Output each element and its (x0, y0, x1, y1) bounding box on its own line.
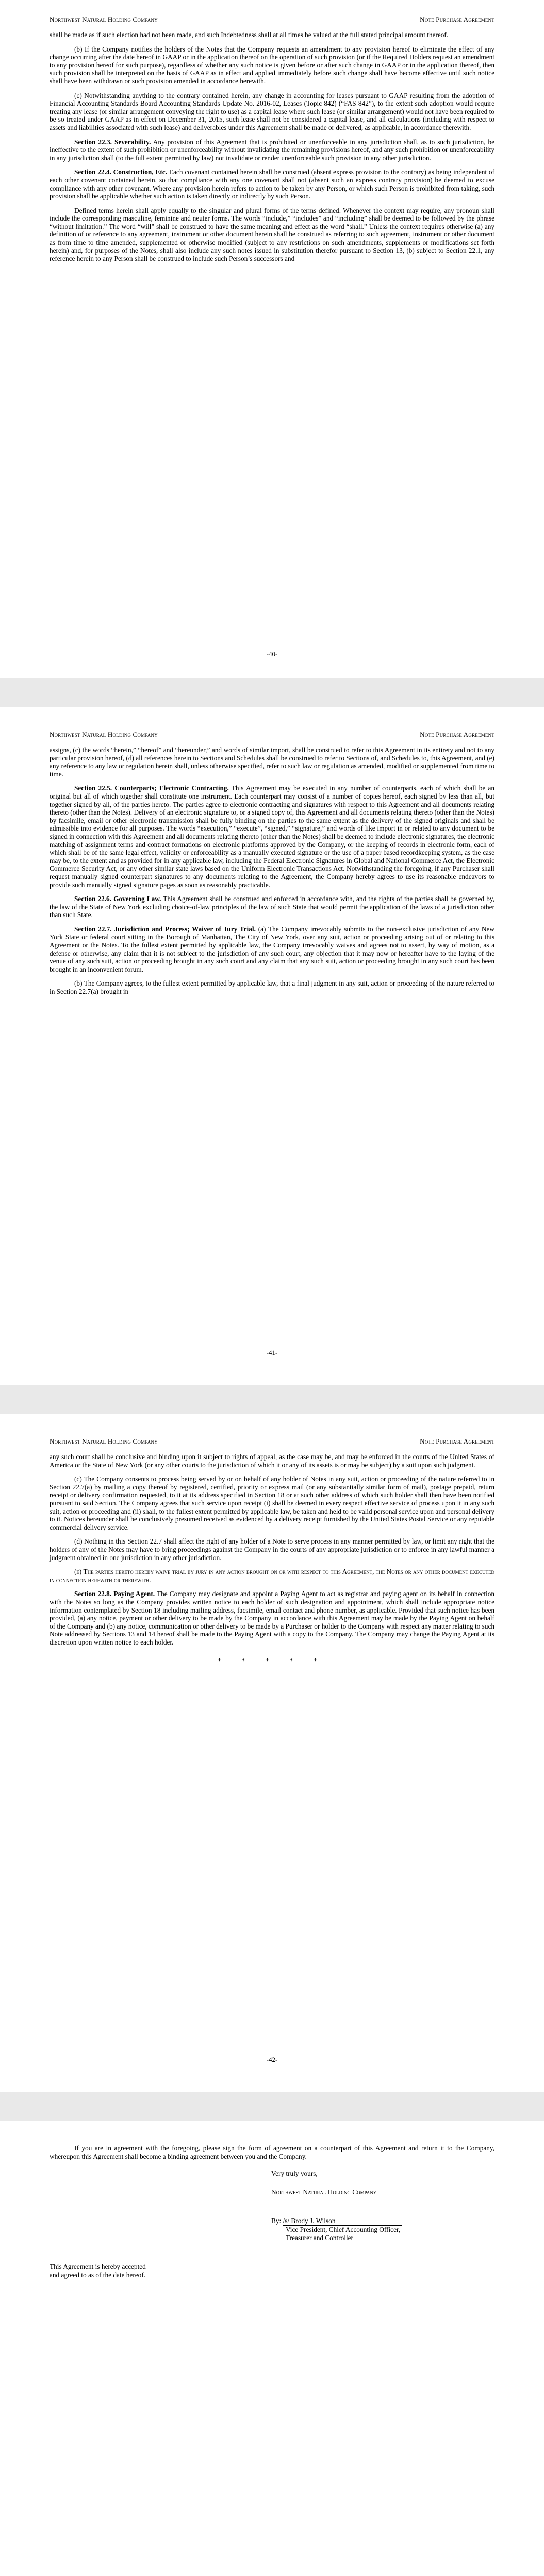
closing: Very truly yours, (271, 2170, 318, 2178)
header-left: Northwest Natural Holding Company (50, 15, 158, 23)
acceptance-text: This Agreement is hereby accepted and agreed to as of the date hereof. (50, 2263, 146, 2279)
header-right: Note Purchase Agreement (420, 15, 494, 23)
paragraph: If you are in agreement with the foregoing, please sign the form of agreement on a counterpart of this Agreement and return it to the Company, whereupon this Agreement shall become a binding agreement between you and the Company. (50, 2144, 494, 2160)
header-right: Note Purchase Agreement (420, 1437, 494, 1445)
paragraph-b: (b) The Company agrees, to the fullest extent permitted by applicable law, that a final judgment in any suit, action or proceeding of the nature referred to in Section 22.7(a) brought in (50, 979, 494, 996)
signer-title-2: Treasurer and Controller (286, 2234, 353, 2242)
page-header (50, 1437, 494, 1446)
section-body: The Company may designate and appoint a Paying Agent to act as registrar and paying agent on its behalf in connection with the Notes so long as the Company provides written notice to each holder of such designation and appointment, which shall include appropriate notice information contemplated by Section 18 including mailing address, facsimile, email contact and phone number, as applicable. Provided that such notice has been provided, (a) any notice, payment or other delivery to be made by the Company in accordance with this Agreement may be made by the Paying Agent on behalf of the Company and (b) any notice, communication or other delivery to be made by a Purchaser or holder to the Company with respect any matter relating to such Note addressed by Sections 13 and 14 hereof shall be made to the Paying Agent with a copy to the Company. The Company may change the Paying Agent at its discretion upon written notice to each holder. (50, 1590, 494, 1646)
paragraph-b: (b) If the Company notifies the holders of the Notes that the Company requests an amendment to any provision hereof to eliminate the effect of any change occurring after the date hereof in GAAP or in the application thereof on the operation of such provision (or if the Required Holders request an amendment to any provision hereof for such purpose), regardless of whether any such notice is given before or after such change in GAAP or in the application thereof, then such provision shall be interpreted on the basis of GAAP as in effect and applied immediately before such change shall have become effective until such notice shall have been withdrawn or such provision amended in accordance herewith. (50, 45, 494, 85)
page-number: -42- (266, 2056, 278, 2063)
section-22-5 (50, 784, 494, 889)
signer-title-1: Vice President, Chief Accounting Officer, (286, 2226, 401, 2234)
page-header (50, 15, 494, 24)
section-body: This Agreement shall be construed and enforced in accordance with, and the rights of the parties shall be governed by, the law of the State of New York excluding choice-of-law principles of the law of such State that would permit the application of the laws of a jurisdiction other than such State. (50, 895, 494, 919)
section-heading: Section 22.8. Paying Agent. (74, 1590, 155, 1598)
page-42 (0, 1414, 544, 2092)
section-body: Each covenant contained herein shall be construed (absent express provision to the contrary) as being independent of each other covenant contained herein, so that compliance with any one covenant shall not (absent such an express contrary provision) be deemed to excuse compliance with any other covenant. Where any provision herein refers to action to be taken by any Person, or which such Person is prohibited from taking, such provision shall be applicable whether such action is taken directly or indirectly by such Person. (50, 168, 495, 200)
section-heading: Section 22.3. Severability. (74, 138, 151, 146)
section-body: Any provision of this Agreement that is prohibited or unenforceable in any jurisdiction shall, as to such jurisdiction, be ineffective to the extent of such prohibition or unenforceability without invalidating the remaining provisions hereof, and any such prohibition or unenforceability in any jurisdiction shall (to the full extent permitted by law) not invalidate or render unenforceable such provision in any other jurisdiction. (50, 138, 495, 162)
end-of-text-marker: * * * * * (218, 1657, 326, 1666)
section-heading: Section 22.4. Construction, Etc. (74, 168, 168, 176)
paragraph-c: (c) The Company consents to process being served by or on behalf of any holder of Notes in any suit, action or proceeding of the nature referred to in Section 22.7(a) by mailing a copy thereof by registered, certified, priority or express mail (or any substantially similar form of mail), postage prepaid, return receipt or delivery confirmation requested, to it at its address specified in Section 18 or at such other address of which such holder shall then have been notified pursuant to said Section. The Company agrees that such service upon receipt (i) shall be deemed in every respect effective service of process upon it in any such suit, action or proceeding and (ii) shall, to the fullest extent permitted by applicable law, be taken and held to be valid personal service upon and personal delivery to it. Notices hereunder shall be conclusively presumed received as evidenced by a delivery receipt furnished by the United States Postal Service or any reputable commercial delivery service. (50, 1475, 494, 1531)
paragraph-d: (d) Nothing in this Section 22.7 shall affect the right of any holder of a Note to serve process in any manner permitted by law, or limit any right that the holders of any of the Notes may have to bring proceedings against the Company in the courts of any appropriate jurisdiction or to enforce in any lawful manner a judgment obtained in one jurisdiction in any other jurisdiction. (50, 1537, 494, 1562)
section-heading: Section 22.6. Governing Law. (74, 895, 161, 903)
signature-page (0, 2121, 544, 2576)
jury-waiver: (e) The parties hereto hereby waive trial by jury in any action brought on or with respect to this Agreement, the Notes or any other document executed in connection herewith or therewith. (50, 1568, 494, 1584)
section-heading: Section 22.5. Counterparts; Electronic Contracting. (74, 784, 229, 792)
section-body: (a) The Company irrevocably submits to the non-exclusive jurisdiction of any New York State or federal court sitting in the Borough of Manhattan, The City of New York, over any suit, action or proceeding arising out of or relating to this Agreement or the Notes. To the fullest extent permitted by applicable law, the Company irrevocably waives and agrees not to assert, by way of motion, as a defense or otherwise, any claim that it is not subject to the jurisdiction of any such court, any objection that it may now or hereafter have to the laying of the venue of any such suit, action or proceeding brought in any such court and any claim that any such suit, action or proceeding brought in any such court has been brought in an inconvenient forum. (50, 925, 494, 973)
page-number: -41- (266, 1349, 278, 1357)
paragraph-c: (c) Notwithstanding anything to the contrary contained herein, any change in accounting for leases pursuant to GAAP resulting from the adoption of Financial Accounting Standards Board Accounting Standards Update No. 2016-02, Leases (Topic 842) (“FAS 842”), to the extent such adoption would require treating any lease (or similar arrangement conveying the right to use) as a capital lease where such lease (or similar arrangement) would not have been required to be so treated under GAAP as in effect on December 31, 2015, such lease shall not be considered a capital lease, and all calculations (including with respect to assets and liabilities associated with such lease) and deliverables under this Agreement shall be made or delivered, as applicable, in accordance therewith. (50, 91, 494, 131)
header-left: Northwest Natural Holding Company (50, 731, 158, 738)
paragraph-definitions: Defined terms herein shall apply equally to the singular and plural forms of the terms defined. Whenever the context may require, any pronoun shall include the corresponding masculine, feminine and neuter forms. The words “include,” “includes” and “including” shall be deemed to be followed by the phrase “without limitation.” The word “will” shall be construed to have the same meaning and effect as the word “shall.” Unless the context requires otherwise (a) any definition of or reference to any agreement, instrument or other document herein shall be construed as referring to such agreement, instrument or other document as from time to time amended, supplemented or otherwise modified (subject to any restrictions on such amendments, supplements or modifications set forth herein) and, for purposes of the Notes, shall also include any such notes issued in substitution therefor pursuant to Section 13, (b) subject to Section 22.1, any reference herein to any Person shall be construed to include such Person’s successors and (50, 206, 494, 263)
company-name: Northwest Natural Holding Company (271, 2188, 377, 2196)
section-22-8 (50, 1590, 494, 1646)
header-left: Northwest Natural Holding Company (50, 1437, 158, 1445)
page-header (50, 731, 494, 739)
paragraph: assigns, (c) the words “herein,” “hereof” and “hereunder,” and words of similar import, shall be construed to refer to this Agreement in its entirety and not to any particular provision hereof, (d) all references herein to Sections and Schedules shall be construed to refer to Sections of, and Schedules to, this Agreement, and (e) any reference to any law or regulation herein shall, unless otherwise specified, refer to such law or regulation as amended, modified or supplemented from time to time. (50, 746, 494, 778)
section-heading: Section 22.7. Jurisdiction and Process; Waiver of Jury Trial. (74, 925, 256, 933)
section-22-6 (50, 895, 494, 919)
signature-block (271, 2170, 494, 2242)
by-label: By: (271, 2217, 282, 2225)
section-22-4 (50, 168, 494, 200)
page-number: -40- (266, 650, 278, 658)
page-41 (0, 707, 544, 1385)
section-body: This Agreement may be executed in any number of counterparts, each of which shall be an original but all of which together shall constitute one instrument. Each counterpart may consist of a number of copies hereof, each signed by less than all, but together signed by all, of the parties hereto. The parties agree to electronic contracting and signatures with respect to this Agreement and all documents relating thereto (other than the Notes). Delivery of an electronic signature to, or a signed copy of, this Agreement and all documents relating thereto (other than the Notes) by facsimile, email or other electronic transmission shall be fully binding on the parties to the same extent as the delivery of the signed originals and shall be admissible into evidence for all purposes. The words “execution,” “execute”, “signed,” “signature,” and words of like import in or related to any document to be signed in connection with this Agreement and all documents relating thereto (other than the Notes) shall be deemed to include electronic signatures, the electronic matching of assignment terms and contract formations on electronic platforms approved by the Company, or the keeping of records in electronic form, each of which shall be of the same legal effect, validity or enforceability as a manually executed signature or the use of a paper based recordkeeping system, as the case may be, to the extent and as provided for in any applicable law, including the Federal Electronic Signatures in Global and National Commerce Act, the Electronic Commerce Security Act, or any other similar state laws based on the Uniform Electronic Transactions Act. Notwithstanding the foregoing, if any Purchaser shall request manually signed counterpart signatures to any documents relating to the Agreement, the Company hereby agrees to use its reasonable endeavors to provide such manually signed signature pages as soon as reasonably practicable. (50, 784, 494, 889)
section-22-7 (50, 925, 494, 974)
signature: /s/ Brody J. Wilson (283, 2217, 402, 2226)
paragraph: any such court shall be conclusive and binding upon it subject to rights of appeal, as the case may be, and may be enforced in the courts of the United States of America or the State of New York (or any other courts to the jurisdiction of which it or any of its assets is or may be subject) by a suit upon such judgment. (50, 1453, 494, 1469)
signature-line (271, 2217, 494, 2226)
page-40 (0, 0, 544, 678)
header-right: Note Purchase Agreement (420, 731, 494, 738)
section-22-3 (50, 138, 494, 162)
paragraph: shall be made as if such election had not been made, and such Indebtedness shall at all times be valued at the full stated principal amount thereof. (50, 31, 449, 39)
